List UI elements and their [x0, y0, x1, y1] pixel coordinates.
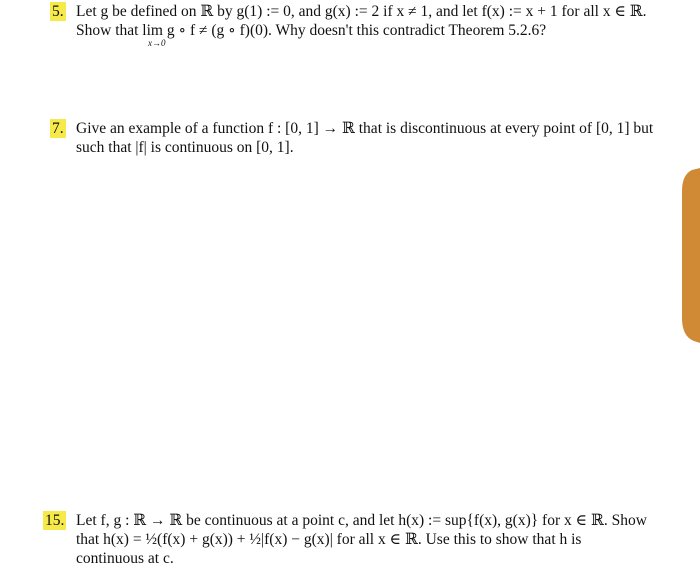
problem-line: Give an example of a function f : [0, 1] → ℝ that is discontinuous at every point of [0, 1] but [76, 120, 654, 137]
problem-number: 5. [52, 3, 64, 20]
page-edge-tab [678, 168, 700, 343]
problem-line: Let f, g : ℝ → ℝ be continuous at a point c, and let h(x) := sup{f(x), g(x)} for x ∈ ℝ. Show [76, 512, 647, 529]
problem-line: Show that lim g ∘ f ≠ (g ∘ f)(0). Why doesn't this contradict Theorem 5.2.6? [76, 22, 547, 39]
problem-number: 7. [52, 120, 64, 137]
problem-line: Let g be defined on ℝ by g(1) := 0, and g(x) := 2 if x ≠ 1, and let f(x) := x + 1 for all x ∈ ℝ. [76, 3, 647, 20]
problem-line: such that |f| is continuous on [0, 1]. [76, 139, 294, 156]
problem-number: 15. [45, 512, 65, 529]
problem-line: that h(x) = ½(f(x) + g(x)) + ½|f(x) − g(x)| for all x ∈ ℝ. Use this to show that h is [76, 531, 582, 548]
edge-tab-shape [682, 168, 700, 343]
lim-subscript: x→0 [148, 38, 166, 48]
problem-line: continuous at c. [76, 550, 174, 567]
